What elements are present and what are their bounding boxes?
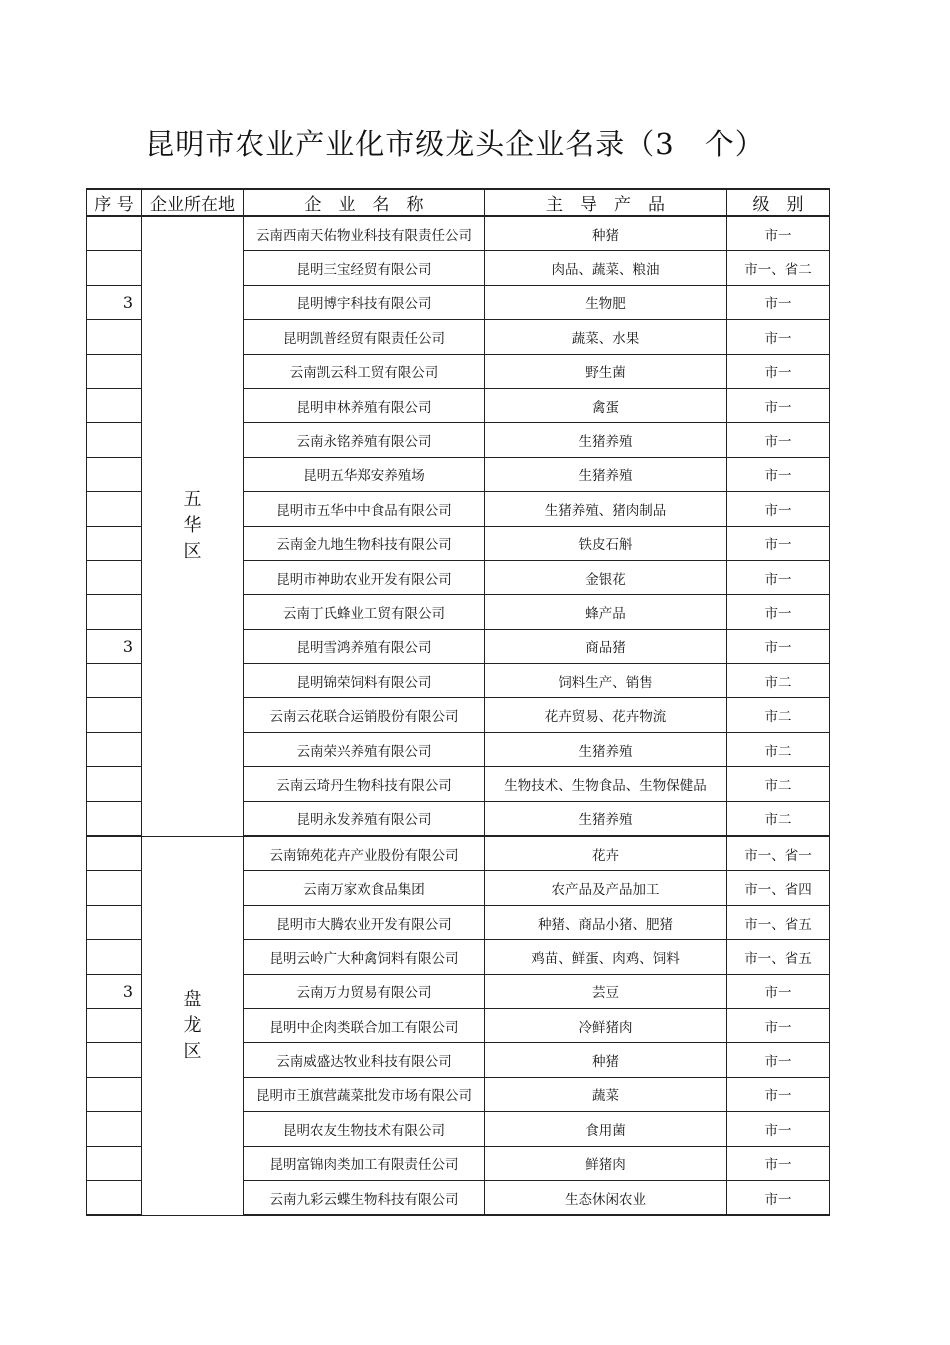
company-name-cell: 昆明五华郑安养殖场 bbox=[244, 457, 485, 491]
level-cell: 市一 bbox=[727, 216, 830, 251]
main-product-cell: 肉品、蔬菜、粮油 bbox=[485, 251, 727, 285]
table-row bbox=[87, 836, 830, 871]
seq-cell bbox=[87, 801, 142, 836]
level-cell: 市二 bbox=[727, 698, 830, 732]
level-cell: 市一 bbox=[727, 974, 830, 1008]
company-name-cell: 昆明云岭广大种禽饲料有限公司 bbox=[244, 940, 485, 974]
level-cell: 市一 bbox=[727, 285, 830, 319]
level-cell: 市一 bbox=[727, 388, 830, 422]
level-cell: 市二 bbox=[727, 801, 830, 836]
company-name-cell: 云南凯云科工贸有限公司 bbox=[244, 354, 485, 388]
company-name-cell: 云南九彩云蝶生物科技有限公司 bbox=[244, 1180, 485, 1215]
company-name-cell: 昆明申林养殖有限公司 bbox=[244, 388, 485, 422]
main-product-cell: 生猪养殖 bbox=[485, 801, 727, 836]
level-cell: 市一 bbox=[727, 526, 830, 560]
seq-cell bbox=[87, 1146, 142, 1180]
level-cell: 市一 bbox=[727, 1146, 830, 1180]
seq-cell bbox=[87, 905, 142, 939]
company-name-cell: 云南万家欢食品集团 bbox=[244, 871, 485, 905]
company-name-cell: 云南金九地生物科技有限公司 bbox=[244, 526, 485, 560]
main-product-cell: 种猪、商品小猪、肥猪 bbox=[485, 905, 727, 939]
main-product-cell: 野生菌 bbox=[485, 354, 727, 388]
seq-cell bbox=[87, 767, 142, 801]
seq-cell bbox=[87, 423, 142, 457]
seq-cell bbox=[87, 871, 142, 905]
seq-cell bbox=[87, 732, 142, 766]
company-name-cell: 昆明市五华中中食品有限公司 bbox=[244, 492, 485, 526]
company-name-cell: 昆明市大腾农业开发有限公司 bbox=[244, 905, 485, 939]
main-product-cell: 生态休闲农业 bbox=[485, 1180, 727, 1215]
level-cell: 市一 bbox=[727, 1008, 830, 1042]
seq-cell bbox=[87, 320, 142, 354]
level-cell: 市二 bbox=[727, 767, 830, 801]
main-product-cell: 种猪 bbox=[485, 1043, 727, 1077]
main-product-cell: 蜂产品 bbox=[485, 595, 727, 629]
level-cell: 市一 bbox=[727, 320, 830, 354]
company-name-cell: 昆明博宇科技有限公司 bbox=[244, 285, 485, 319]
main-product-cell: 花卉 bbox=[485, 836, 727, 871]
seq-cell bbox=[87, 251, 142, 285]
company-name-cell: 云南威盛达牧业科技有限公司 bbox=[244, 1043, 485, 1077]
header-main-product: 主 导 产 品 bbox=[485, 189, 727, 216]
seq-cell bbox=[87, 1043, 142, 1077]
level-cell: 市一 bbox=[727, 492, 830, 526]
main-product-cell: 商品猪 bbox=[485, 629, 727, 663]
main-product-cell: 芸豆 bbox=[485, 974, 727, 1008]
region-char: 龙 bbox=[183, 1014, 202, 1036]
page-title: 昆明市农业产业化市级龙头企业名录（3 个） bbox=[145, 127, 765, 161]
level-cell: 市一、省五 bbox=[727, 905, 830, 939]
company-name-cell: 云南荣兴养殖有限公司 bbox=[244, 732, 485, 766]
header-level: 级 别 bbox=[727, 189, 830, 216]
level-cell: 市一、省五 bbox=[727, 940, 830, 974]
seq-cell: 3 bbox=[87, 285, 142, 319]
main-product-cell: 生猪养殖 bbox=[485, 423, 727, 457]
header-location: 企业所在地 bbox=[142, 189, 244, 216]
level-cell: 市一 bbox=[727, 560, 830, 594]
seq-cell bbox=[87, 492, 142, 526]
main-product-cell: 蔬菜、水果 bbox=[485, 320, 727, 354]
company-name-cell: 昆明锦荣饲料有限公司 bbox=[244, 664, 485, 698]
main-product-cell: 花卉贸易、花卉物流 bbox=[485, 698, 727, 732]
header-seq: 序 号 bbox=[87, 189, 142, 216]
seq-cell bbox=[87, 595, 142, 629]
level-cell: 市二 bbox=[727, 664, 830, 698]
level-cell: 市一 bbox=[727, 423, 830, 457]
table-header-row bbox=[87, 189, 830, 216]
main-product-cell: 金银花 bbox=[485, 560, 727, 594]
company-name-cell: 昆明永发养殖有限公司 bbox=[244, 801, 485, 836]
company-name-cell: 云南永铭养殖有限公司 bbox=[244, 423, 485, 457]
seq-cell bbox=[87, 664, 142, 698]
main-product-cell: 鸡苗、鲜蛋、肉鸡、饲料 bbox=[485, 940, 727, 974]
seq-cell bbox=[87, 216, 142, 251]
company-name-cell: 云南丁氏蜂业工贸有限公司 bbox=[244, 595, 485, 629]
enterprise-table bbox=[86, 188, 830, 1216]
level-cell: 市一 bbox=[727, 1077, 830, 1111]
level-cell: 市一 bbox=[727, 457, 830, 491]
main-product-cell: 蔬菜 bbox=[485, 1077, 727, 1111]
main-product-cell: 饲料生产、销售 bbox=[485, 664, 727, 698]
company-name-cell: 昆明雪鸿养殖有限公司 bbox=[244, 629, 485, 663]
main-product-cell: 食用菌 bbox=[485, 1112, 727, 1146]
seq-cell bbox=[87, 698, 142, 732]
seq-cell bbox=[87, 457, 142, 491]
company-name-cell: 云南锦苑花卉产业股份有限公司 bbox=[244, 836, 485, 871]
level-cell: 市一 bbox=[727, 595, 830, 629]
region-char: 区 bbox=[183, 1040, 202, 1062]
level-cell: 市一 bbox=[727, 1043, 830, 1077]
company-name-cell: 昆明农友生物技术有限公司 bbox=[244, 1112, 485, 1146]
company-name-cell: 昆明三宝经贸有限公司 bbox=[244, 251, 485, 285]
region-char: 区 bbox=[183, 541, 202, 563]
seq-cell bbox=[87, 1008, 142, 1042]
seq-cell bbox=[87, 354, 142, 388]
seq-cell bbox=[87, 526, 142, 560]
main-product-cell: 生猪养殖 bbox=[485, 732, 727, 766]
main-product-cell: 鲜猪肉 bbox=[485, 1146, 727, 1180]
main-product-cell: 生物技术、生物食品、生物保健品 bbox=[485, 767, 727, 801]
header-company-name: 企 业 名 称 bbox=[244, 189, 485, 216]
company-name-cell: 昆明中企肉类联合加工有限公司 bbox=[244, 1008, 485, 1042]
seq-cell bbox=[87, 1112, 142, 1146]
level-cell: 市一、省二 bbox=[727, 251, 830, 285]
main-product-cell: 生猪养殖 bbox=[485, 457, 727, 491]
main-product-cell: 种猪 bbox=[485, 216, 727, 251]
seq-cell bbox=[87, 940, 142, 974]
level-cell: 市一 bbox=[727, 354, 830, 388]
seq-cell: 3 bbox=[87, 629, 142, 663]
seq-cell: 3 bbox=[87, 974, 142, 1008]
main-product-cell: 生猪养殖、猪肉制品 bbox=[485, 492, 727, 526]
region-cell bbox=[142, 216, 244, 836]
level-cell: 市一 bbox=[727, 629, 830, 663]
company-name-cell: 云南万力贸易有限公司 bbox=[244, 974, 485, 1008]
company-name-cell: 昆明凯普经贸有限责任公司 bbox=[244, 320, 485, 354]
seq-cell bbox=[87, 1077, 142, 1111]
level-cell: 市一 bbox=[727, 1180, 830, 1215]
table-row bbox=[87, 216, 830, 251]
seq-cell bbox=[87, 1180, 142, 1215]
level-cell: 市一 bbox=[727, 1112, 830, 1146]
seq-cell bbox=[87, 560, 142, 594]
seq-cell bbox=[87, 836, 142, 871]
company-name-cell: 昆明市神助农业开发有限公司 bbox=[244, 560, 485, 594]
region-char: 盘 bbox=[183, 988, 202, 1010]
region-cell bbox=[142, 836, 244, 1215]
region-char: 五 bbox=[183, 489, 202, 511]
region-char: 华 bbox=[183, 515, 202, 537]
company-name-cell: 昆明富锦肉类加工有限责任公司 bbox=[244, 1146, 485, 1180]
level-cell: 市一、省一 bbox=[727, 836, 830, 871]
main-product-cell: 铁皮石斛 bbox=[485, 526, 727, 560]
main-product-cell: 农产品及产品加工 bbox=[485, 871, 727, 905]
company-name-cell: 云南西南天佑物业科技有限责任公司 bbox=[244, 216, 485, 251]
level-cell: 市一、省四 bbox=[727, 871, 830, 905]
main-product-cell: 冷鲜猪肉 bbox=[485, 1008, 727, 1042]
main-product-cell: 生物肥 bbox=[485, 285, 727, 319]
seq-cell bbox=[87, 388, 142, 422]
level-cell: 市二 bbox=[727, 732, 830, 766]
company-name-cell: 昆明市王旗营蔬菜批发市场有限公司 bbox=[244, 1077, 485, 1111]
main-product-cell: 禽蛋 bbox=[485, 388, 727, 422]
company-name-cell: 云南云花联合运销股份有限公司 bbox=[244, 698, 485, 732]
company-name-cell: 云南云琦丹生物科技有限公司 bbox=[244, 767, 485, 801]
